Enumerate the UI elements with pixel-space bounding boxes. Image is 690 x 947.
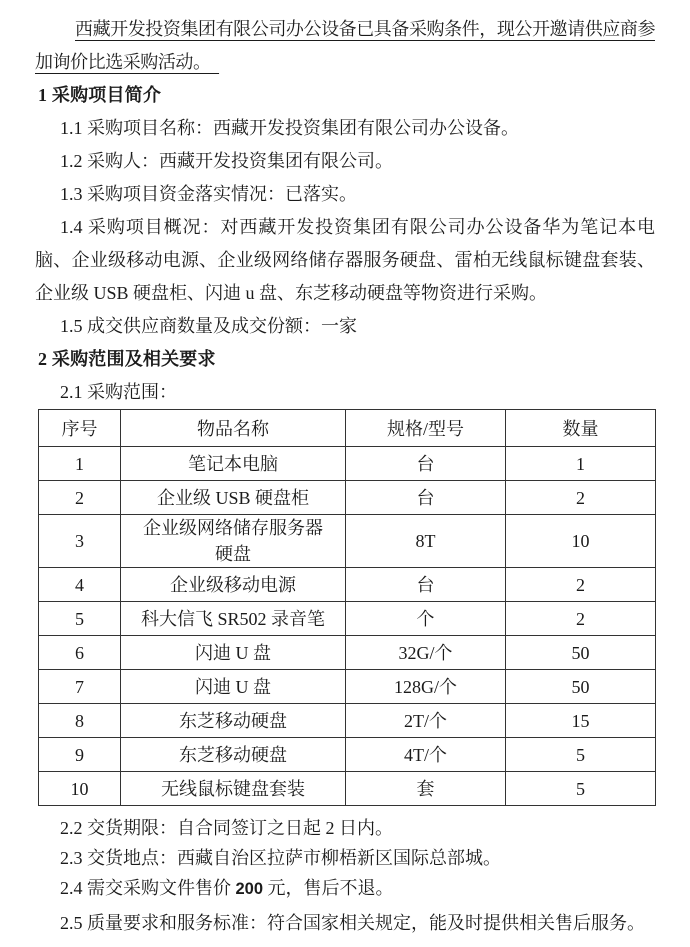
table-cell: 1	[39, 447, 121, 481]
item-quality-standard: 2.5 质量要求和服务标准：符合国家相关规定，能及时提供相关售后服务。	[60, 913, 645, 933]
item-project-overview: 1.4 采购项目概况：对西藏开发投资集团有限公司办公设备华为笔记本电脑、企业级移动电源、企业级网络储存器服务硬盘、雷柏无线鼠标键盘套装、企业级 USB 硬盘柜、闪迪 u 盘、东芝移动硬盘等物资进行采购。	[35, 217, 655, 303]
intro-paragraph: 西藏开发投资集团有限公司办公设备已具备采购条件，现公开邀请供应商参加询价比选采购活动。	[35, 19, 655, 72]
table-cell: 企业级网络储存服务器硬盘	[121, 515, 346, 568]
table-cell: 2	[39, 481, 121, 515]
table-cell: 东芝移动硬盘	[121, 738, 346, 772]
table-cell: 台	[346, 481, 506, 515]
table-row	[39, 568, 656, 602]
table-row	[39, 481, 656, 515]
table-cell: 10	[506, 515, 656, 568]
table-cell: 台	[346, 447, 506, 481]
table-cell: 4T/个	[346, 738, 506, 772]
item-scope-label: 2.1 采购范围：	[60, 382, 177, 402]
table-cell: 3	[39, 515, 121, 568]
column-header-name: 物品名称	[121, 410, 346, 447]
table-cell: 1	[506, 447, 656, 481]
table-row	[39, 515, 656, 568]
item-purchaser: 1.2 采购人：西藏开发投资集团有限公司。	[60, 151, 393, 171]
item-delivery-place: 2.3 交货地点：西藏自治区拉萨市柳梧新区国际总部城。	[60, 848, 501, 868]
section2-heading: 2 采购范围及相关要求	[38, 349, 216, 369]
table-cell: 15	[506, 704, 656, 738]
table-cell: 无线鼠标键盘套装	[121, 772, 346, 806]
doc-fee-amount: 200	[235, 880, 264, 898]
table-cell: 9	[39, 738, 121, 772]
table-cell: 闪迪 U 盘	[121, 670, 346, 704]
table-cell: 套	[346, 772, 506, 806]
table-cell: 6	[39, 636, 121, 670]
table-cell: 32G/个	[346, 636, 506, 670]
item-document-fee	[35, 873, 655, 904]
table-cell: 企业级 USB 硬盘柜	[121, 481, 346, 515]
table-cell: 128G/个	[346, 670, 506, 704]
table-cell: 个	[346, 602, 506, 636]
column-header-index: 序号	[39, 410, 121, 447]
table-row	[39, 772, 656, 806]
table-cell: 科大信飞 SR502 录音笔	[121, 602, 346, 636]
doc-fee-suffix: 元，售后不退。	[263, 878, 394, 898]
item-delivery-deadline: 2.2 交货期限：自合同签订之日起 2 日内。	[60, 818, 393, 838]
table-row	[39, 704, 656, 738]
table-cell: 笔记本电脑	[121, 447, 346, 481]
table-cell: 10	[39, 772, 121, 806]
table-row	[39, 447, 656, 481]
table-cell: 2	[506, 481, 656, 515]
section1-heading: 1 采购项目简介	[38, 85, 162, 105]
table-cell: 企业级移动电源	[121, 568, 346, 602]
item-project-name: 1.1 采购项目名称：西藏开发投资集团有限公司办公设备。	[60, 118, 519, 138]
table-cell: 台	[346, 568, 506, 602]
table-cell: 5	[39, 602, 121, 636]
table-cell: 8T	[346, 515, 506, 568]
column-header-quantity: 数量	[506, 410, 656, 447]
table-cell: 4	[39, 568, 121, 602]
table-cell: 2T/个	[346, 704, 506, 738]
doc-fee-prefix: 2.4 需交采购文件售价	[60, 878, 236, 898]
table-cell: 50	[506, 670, 656, 704]
table-row	[39, 602, 656, 636]
table-header-row	[39, 410, 656, 447]
column-header-spec: 规格/型号	[346, 410, 506, 447]
procurement-items-table	[38, 409, 656, 806]
table-cell: 2	[506, 568, 656, 602]
table-cell: 8	[39, 704, 121, 738]
table-cell: 2	[506, 602, 656, 636]
item-funding-status: 1.3 采购项目资金落实情况：已落实。	[60, 184, 357, 204]
table-row	[39, 670, 656, 704]
table-cell: 5	[506, 772, 656, 806]
table-row	[39, 636, 656, 670]
item-supplier-count: 1.5 成交供应商数量及成交份额：一家	[60, 316, 357, 336]
table-cell: 东芝移动硬盘	[121, 704, 346, 738]
table-cell: 7	[39, 670, 121, 704]
table-body	[39, 447, 656, 806]
table-cell: 50	[506, 636, 656, 670]
table-cell: 5	[506, 738, 656, 772]
table-cell: 闪迪 U 盘	[121, 636, 346, 670]
table-row	[39, 738, 656, 772]
